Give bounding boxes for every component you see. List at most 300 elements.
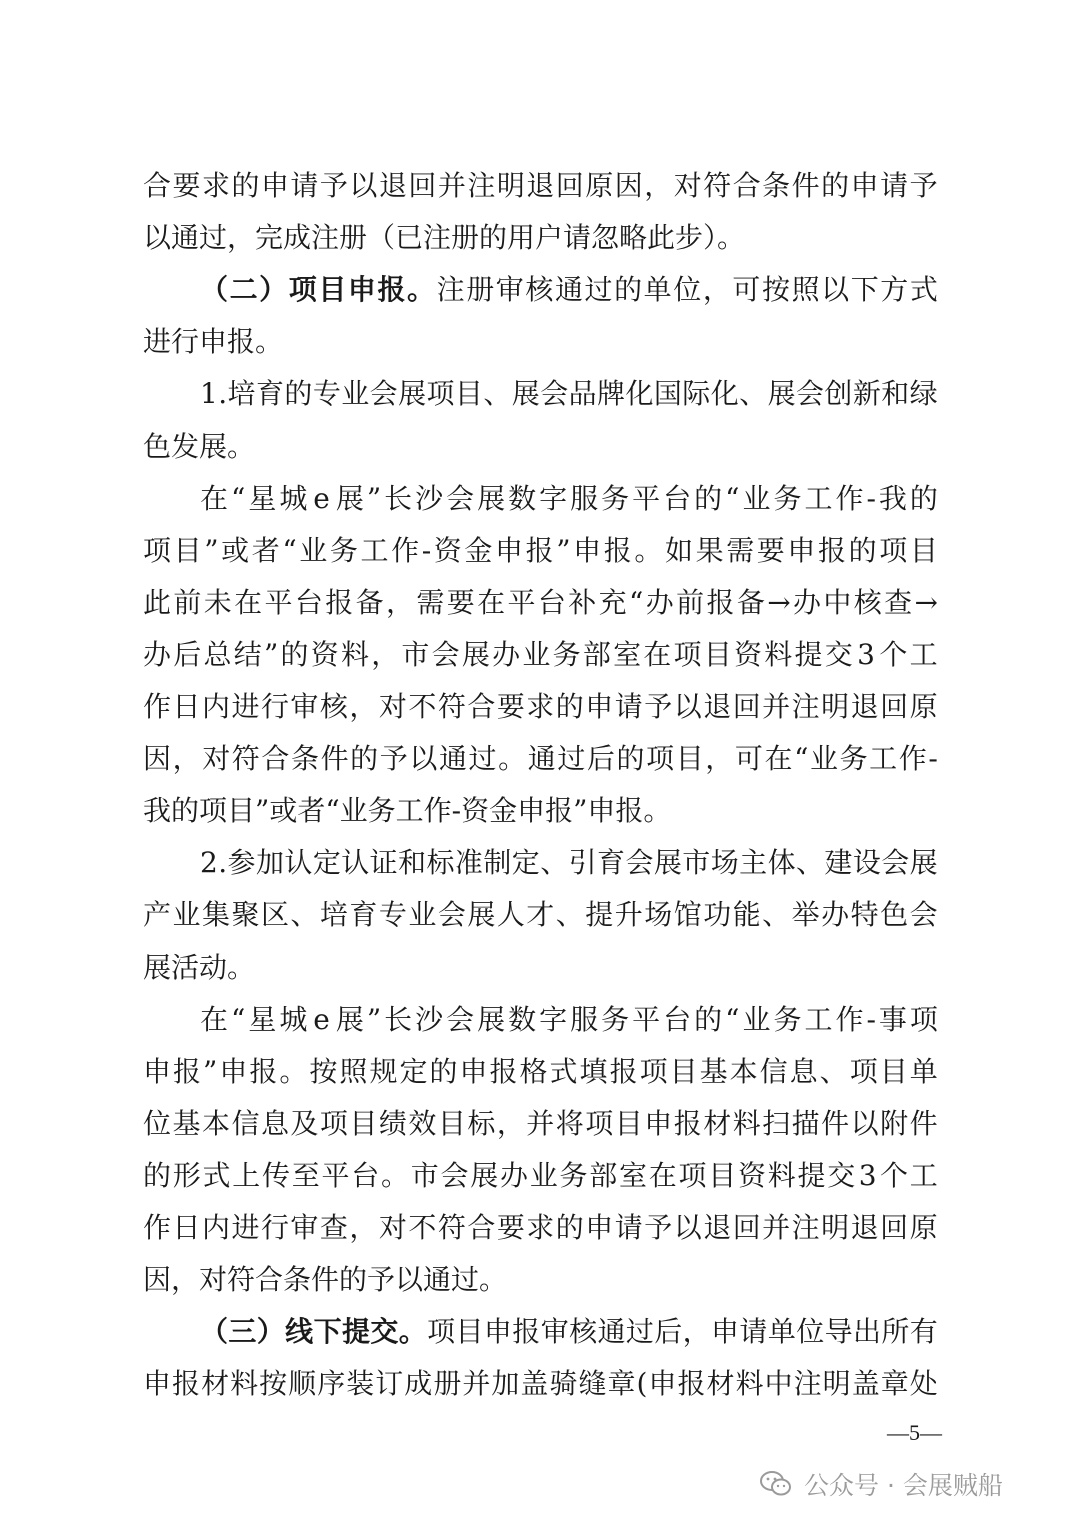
text-line [143,635,938,675]
text-char: 会 [440,1159,469,1192]
text-char: 务 [552,638,581,671]
text-char: 以 [850,1107,879,1140]
text-char: 注 [791,1211,820,1244]
text-char: 星 [248,482,277,515]
text-char: 会 [446,1003,475,1036]
text-line [143,531,938,571]
text-char: 的 [555,690,584,723]
text-char: 报 [512,1315,541,1348]
text-char: 填 [579,1055,608,1088]
text-char: 对 [378,690,407,723]
text-char: 项 [678,1159,707,1192]
text-char: 会 [795,377,824,410]
text-char: 序 [317,1367,346,1400]
text-char: 方 [880,273,909,306]
text-char: ( [636,1367,648,1400]
text-char: 并 [437,169,466,202]
text-char: 申 [644,1107,673,1140]
text-char: 条 [290,742,319,775]
text-line [200,270,938,310]
text-char: 内 [201,1211,230,1244]
text-char: 目 [455,1315,484,1348]
text-char: 照 [339,1055,368,1088]
text-char: 基 [699,1055,728,1088]
text-char: 请 [290,169,319,202]
line-text: 我的项目”或者“业务工作-资金申报”申报。 [143,794,672,827]
text-char: 育 [255,377,284,410]
heading-char: 。 [398,1315,427,1348]
text-char: 。 [381,1159,410,1192]
text-char: ， [644,169,673,202]
text-char: 定 [399,1055,428,1088]
text-line [143,739,938,779]
text-char: 国 [653,377,682,410]
text-char: 需 [416,586,445,619]
heading-char: 三 [228,1315,257,1348]
text-char: 平 [632,1003,661,1036]
text-char: 对 [202,742,231,775]
line-text: 因，对符合条件的予以通过。 [143,1263,508,1296]
text-char: 申 [143,1367,172,1400]
text-char: 料 [230,1367,259,1400]
text-char: 3 [857,638,875,671]
text-char: 化 [710,377,739,410]
text-char: 注 [791,690,820,723]
text-char: 务 [559,1159,588,1192]
text-line [143,791,938,831]
text-char: 绩 [378,1107,407,1140]
text-char: 过 [625,1315,654,1348]
text-char: 回 [408,169,437,202]
text-char: 求 [201,169,230,202]
text-char: 申 [260,169,289,202]
text-char: 色 [880,898,909,931]
text-char: ” [366,482,382,515]
text-char: 育 [597,846,626,879]
text-char: 审 [495,273,524,306]
text-line [143,895,938,935]
text-char: 2 [200,846,218,879]
text-char: 日 [172,690,201,723]
text-char: 导 [824,1315,853,1348]
text-char: 区 [260,898,289,931]
text-char: 制 [483,846,512,879]
text-char: 作 [898,742,927,775]
text-char: 原 [585,169,614,202]
page-number: —5— [887,1420,942,1445]
text-char: 以 [673,690,702,723]
text-char: 注 [436,273,465,306]
text-char: 申 [585,1211,614,1244]
text-char: 总 [203,638,232,671]
text-char: 式 [549,1055,578,1088]
text-char: 能 [732,898,761,931]
line-text: 色发展。 [143,430,256,463]
text-char: 核 [569,1315,598,1348]
text-char: 创 [824,377,853,410]
text-char: 准 [454,846,483,879]
text-char: “ [725,1003,740,1036]
text-char: 培 [319,898,348,931]
text-char: 位 [673,273,702,306]
text-char: 备 [736,586,765,619]
text-char: 顺 [288,1367,317,1400]
text-char: 进 [231,690,260,723]
text-char: 会 [881,846,910,879]
text-char: 材 [201,1367,230,1400]
text-char: 回 [732,690,761,723]
text-char: 料 [764,638,793,671]
text-char: 的 [694,1003,723,1036]
text-char: 注 [467,169,496,202]
text-char: 目 [437,1107,466,1140]
text-line [143,583,938,623]
text-char: 信 [231,1107,260,1140]
text-char: 报 [249,1055,278,1088]
text-char: 件 [821,1107,850,1140]
text-char: 、 [555,898,584,931]
text-char: 传 [262,1159,291,1192]
text-char: 聚 [231,898,260,931]
line-text: 展活动。 [143,951,256,984]
text-char: 数 [508,482,537,515]
text-char: 如 [664,534,693,567]
text-char: 报 [172,1367,201,1400]
text-char: 业 [299,534,328,567]
text-char: 参 [227,846,256,879]
text-char: 料 [735,1367,764,1400]
text-char: 会 [446,482,475,515]
text-line [143,322,938,362]
text-char: 后 [173,638,202,671]
text-char: 、 [739,377,768,410]
text-char: 本 [201,1107,230,1140]
text-char: 沙 [415,1003,444,1036]
text-char: 特 [850,898,879,931]
text-char: 对 [673,169,702,202]
text-char: 、 [540,846,569,879]
text-char: 核 [319,690,348,723]
text-char: 项 [646,742,675,775]
text-char: 的 [231,169,260,202]
text-char: 盖 [520,1367,549,1400]
text-char: 的 [614,273,643,306]
text-char: 交 [824,638,853,671]
heading-char: 项 [288,273,317,306]
text-char: 的 [280,638,309,671]
text-char: 培 [227,377,256,410]
heading-char: 报 [377,273,406,306]
text-char: 个 [879,638,908,671]
text-char: 。 [634,534,663,567]
text-char: 工 [909,1159,938,1192]
text-char: 通 [438,742,467,775]
text-char: 要 [756,534,785,567]
text-char: 报 [706,586,735,619]
text-char: 资 [433,534,462,567]
text-char: 在 [200,1003,229,1036]
text-char: ， [386,586,415,619]
text-char: 务 [773,482,802,515]
text-char: 所 [881,1315,910,1348]
text-char: 充 [598,586,627,619]
text-char: 审 [290,1211,319,1244]
watermark [760,1462,1060,1506]
text-char: 项 [879,534,908,567]
text-char: 后 [654,1315,683,1348]
text-char: 盖 [851,1367,880,1400]
text-char: “ [231,482,246,515]
heading-char: 交 [370,1315,399,1348]
text-char: 规 [369,1055,398,1088]
text-char: 不 [408,690,437,723]
text-char: 予 [909,169,938,202]
text-char: 并 [762,1211,791,1244]
text-char: 项 [585,1107,614,1140]
text-char: 办 [645,586,674,619]
text-char: 位 [143,1107,172,1140]
text-char: 要 [172,169,201,202]
text-char: 目 [909,534,938,567]
text-char: 可 [734,742,763,775]
text-char: 业 [742,1003,771,1036]
text-char: 目 [454,377,483,410]
text-char: 建 [824,846,853,879]
text-char: 以 [349,169,378,202]
text-char: 者 [251,534,280,567]
text-char: 册 [466,273,495,306]
text-char: 服 [570,482,599,515]
text-char: 要 [446,586,475,619]
text-char: 台 [663,1003,692,1036]
text-char: 装 [346,1367,375,1400]
text-char: 核 [853,586,882,619]
text-char: 申 [483,1315,512,1348]
text-char: 项 [849,1055,878,1088]
text-char: 业 [529,1159,558,1192]
text-char: 报 [525,534,554,567]
text-char: 需 [726,534,755,567]
text-char: 数 [508,1003,537,1036]
text-char: 的 [350,742,379,775]
text-char: 后 [586,742,615,775]
text-char: 息 [260,1107,289,1140]
text-char: 会 [437,898,466,931]
heading-char: 线 [285,1315,314,1348]
text-char: 备 [355,586,384,619]
text-char: 因 [614,169,643,202]
text-char: 合 [732,169,761,202]
text-char: 作 [143,1211,172,1244]
text-line [143,687,938,727]
text-char: 和 [398,846,427,879]
text-char: 台 [351,1159,380,1192]
text-char: 主 [739,846,768,879]
text-line [200,843,938,883]
text-char: ， [705,742,734,775]
text-char: 会 [369,377,398,410]
text-char: 人 [496,898,525,931]
text-char: 工 [804,1003,833,1036]
text-char: 工 [909,638,938,671]
text-char: 提 [794,638,823,671]
text-char: 办 [821,898,850,931]
text-char: 才 [526,898,555,931]
text-char: 定 [511,846,540,879]
text-char: 求 [526,1211,555,1244]
text-char: 回 [732,1211,761,1244]
text-char: 目 [669,1055,698,1088]
text-char: 及 [290,1107,319,1140]
heading-char: （ [200,273,229,306]
text-char: 1 [200,377,218,410]
text-char: 项 [909,1003,938,1036]
text-char: 办 [793,586,822,619]
text-char: 会 [540,377,569,410]
text-char: 的 [848,534,877,567]
text-char: 办 [492,638,521,671]
text-char: 位 [796,1315,825,1348]
text-char: 沙 [415,482,444,515]
text-char: ” [263,638,279,671]
text-char: 料 [732,1107,761,1140]
text-char: 合 [467,1211,496,1244]
text-char: 本 [729,1055,758,1088]
text-char: 要 [496,1211,525,1244]
text-char: 回 [555,169,584,202]
text-char: “ [629,586,644,619]
text-char: 个 [880,1159,909,1192]
text-char: 可 [732,273,761,306]
text-char: 育 [349,898,378,931]
heading-char: 二 [229,273,258,306]
text-char: 部 [589,1159,618,1192]
text-char: 材 [706,1367,735,1400]
text-char: 展 [909,846,938,879]
text-char: 长 [384,482,413,515]
text-char: 件 [791,169,820,202]
text-char: 件 [909,1107,938,1140]
text-line [200,374,938,414]
text-char: 目 [349,1107,378,1140]
text-char: 单 [909,1055,938,1088]
text-char: 工 [869,742,898,775]
text-char: 项 [639,1055,668,1088]
text-char: 息 [789,1055,818,1088]
text-char: 明 [821,690,850,723]
wechat-icon [760,1470,792,1498]
text-char: 我 [878,482,907,515]
text-char: 目 [879,1055,908,1088]
text-char: 章 [607,1367,636,1400]
text-char: 室 [613,638,642,671]
text-char: 功 [703,898,732,931]
text-char: 的 [616,742,645,775]
text-char: 明 [822,1367,851,1400]
text-char: 件 [320,742,349,775]
text-char: . [218,377,228,410]
text-char: 平 [507,586,536,619]
text-char: 册 [433,1367,462,1400]
text-char: 务 [773,1003,802,1036]
text-line [143,166,938,206]
text-char: 标 [467,1107,496,1140]
text-char: 业 [172,898,201,931]
text-char: 过 [557,742,586,775]
text-char: 扫 [762,1107,791,1140]
text-char: 单 [767,1315,796,1348]
text-char: 引 [568,846,597,879]
text-char: 在 [648,1159,677,1192]
text-char: 描 [791,1107,820,1140]
text-char: 报 [609,1055,638,1088]
text-char: 业 [341,377,370,410]
text-char: ， [349,690,378,723]
text-line [200,479,938,519]
text-char: 业 [742,482,771,515]
text-char: 提 [797,1159,826,1192]
text-char: 举 [791,898,820,931]
text-char: 以 [673,1211,702,1244]
text-char: 3 [858,1159,877,1192]
text-char: 目 [173,534,202,567]
heading-char: ） [259,273,288,306]
text-char: 的 [284,377,313,410]
text-char: 请 [739,1315,768,1348]
text-char: 会 [431,638,460,671]
text-char: 证 [369,846,398,879]
text-char: 并 [762,690,791,723]
text-char: 平 [264,586,293,619]
text-char: - [866,1003,876,1036]
text-char: 核 [525,273,554,306]
text-char: 作 [835,482,864,515]
text-line [200,1000,938,1040]
text-char: 报 [173,1055,202,1088]
text-char: 材 [703,1107,732,1140]
text-char: 或 [221,534,250,567]
text-char: 会 [625,846,654,879]
text-char: 未 [203,586,232,619]
heading-char: ） [256,1315,285,1348]
text-char: 附 [880,1107,909,1140]
text-char: 专 [312,377,341,410]
text-char: 报 [325,586,354,619]
text-char: 升 [614,898,643,931]
text-char: “ [231,1003,246,1036]
text-char: 服 [570,1003,599,1036]
text-char: 订 [375,1367,404,1400]
text-char: 项 [673,638,702,671]
text-char: - [421,534,432,567]
text-char: 星 [248,1003,277,1036]
text-line [200,1312,938,1352]
text-char: 中 [764,1367,793,1400]
text-char: 作 [391,534,420,567]
text-char: 集 [201,898,230,931]
text-char: 成 [404,1367,433,1400]
text-char: 格 [519,1055,548,1088]
text-char: 注 [793,1367,822,1400]
text-char: 目 [708,1159,737,1192]
line-text: 进行申报。 [143,325,284,358]
text-char: 和 [881,377,910,410]
text-char: 展 [398,377,427,410]
text-char: “ [282,534,297,567]
text-char: 申 [573,534,602,567]
text-char: 料 [767,1159,796,1192]
text-char: 牌 [597,377,626,410]
